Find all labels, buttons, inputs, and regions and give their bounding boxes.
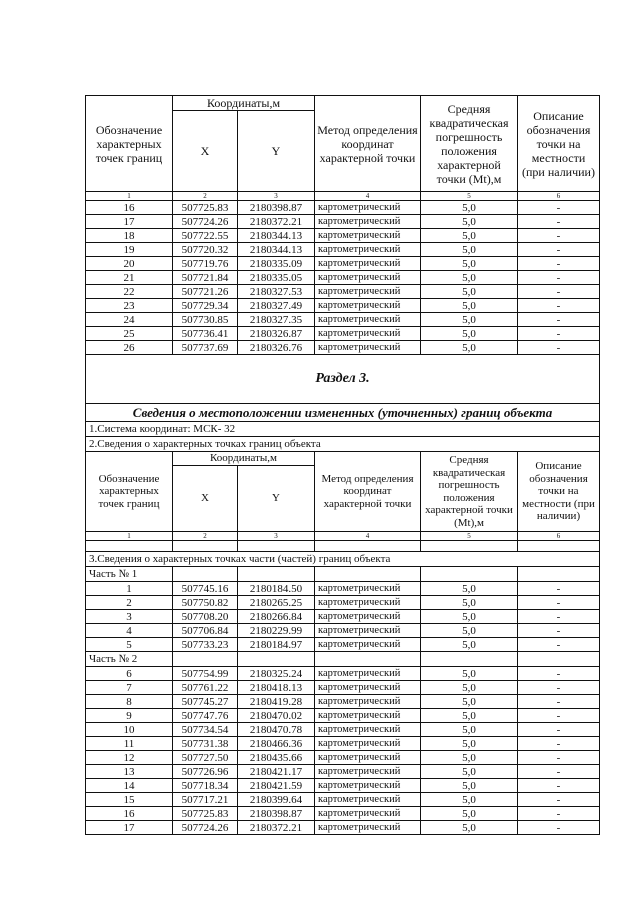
empty-cell [173,567,238,582]
empty-cell [315,652,421,667]
coord-x: 507745.27 [173,695,238,709]
error-cell: 5,0 [421,327,518,341]
coord-y: 2180421.17 [238,765,315,779]
description-cell: - [518,229,600,243]
coord-x: 507721.84 [173,271,238,285]
column-number: 4 [315,532,421,541]
method-cell: картометрический [315,681,421,695]
coord-y: 2180229.99 [238,624,315,638]
point-number: 16 [86,807,173,821]
coord-x: 507721.26 [173,285,238,299]
empty-cell [173,652,238,667]
coord-x: 507736.41 [173,327,238,341]
description-cell: - [518,821,600,835]
table-row [86,215,600,229]
method-cell: картометрический [315,313,421,327]
method-cell: картометрический [315,695,421,709]
point-number: 9 [86,709,173,723]
description-cell: - [518,751,600,765]
table-row [86,285,600,299]
empty-row [86,541,600,552]
method-cell: картометрический [315,285,421,299]
description-cell: - [518,667,600,681]
method-cell: картометрический [315,327,421,341]
coord-y: 2180335.05 [238,271,315,285]
method-cell: картометрический [315,779,421,793]
table-row [86,638,600,652]
header-error: Средняя квадратическая погрешность положения характерной точки (Mt),м [421,96,518,192]
coord-y: 2180398.87 [238,201,315,215]
point-number: 26 [86,341,173,355]
column-number: 3 [238,532,315,541]
table-row [86,624,600,638]
point-number: 19 [86,243,173,257]
coord-y: 2180419.28 [238,695,315,709]
point-number: 16 [86,201,173,215]
section-subtitle-row [86,404,600,422]
point-number: 6 [86,667,173,681]
column-numbers-row [86,192,600,201]
coord-x: 507730.85 [173,313,238,327]
table-row [86,299,600,313]
column-number: 2 [173,532,238,541]
second-header-row-top [86,452,600,466]
empty-cell [518,541,600,552]
info-row [86,437,600,452]
coord-y: 2180326.87 [238,327,315,341]
table-row [86,821,600,835]
table-row [86,271,600,285]
point-number: 5 [86,638,173,652]
boundary-points-table [85,95,600,835]
point-number: 7 [86,681,173,695]
description-cell: - [518,596,600,610]
table-row [86,667,600,681]
column-number: 6 [518,532,600,541]
table-row [86,257,600,271]
header-y: Y [238,111,315,192]
points-info-line: 2.Сведения о характерных точках границ объекта [86,437,600,452]
coord-x: 507747.76 [173,709,238,723]
table-row [86,243,600,257]
header-designation: Обозначение характерных точек границ [86,452,173,532]
coord-y: 2180418.13 [238,681,315,695]
column-number: 2 [173,192,238,201]
description-cell: - [518,765,600,779]
method-cell: картометрический [315,667,421,681]
coord-y: 2180421.59 [238,779,315,793]
error-cell: 5,0 [421,229,518,243]
header-method: Метод определения координат характерной точки [315,452,421,532]
coord-x: 507724.26 [173,215,238,229]
description-cell: - [518,201,600,215]
error-cell: 5,0 [421,793,518,807]
description-cell: - [518,695,600,709]
empty-cell [315,567,421,582]
description-cell: - [518,779,600,793]
coord-x: 507733.23 [173,638,238,652]
description-cell: - [518,285,600,299]
coord-x: 507717.21 [173,793,238,807]
method-cell: картометрический [315,821,421,835]
empty-cell [518,652,600,667]
header-designation: Обозначение характерных точек границ [86,96,173,192]
description-cell: - [518,723,600,737]
description-cell: - [518,737,600,751]
description-cell: - [518,313,600,327]
point-number: 14 [86,779,173,793]
info-row [86,552,600,567]
coord-x: 507731.38 [173,737,238,751]
point-number: 8 [86,695,173,709]
empty-cell [86,541,173,552]
header-coordinates: Координаты,м [173,452,315,466]
table-row [86,793,600,807]
description-cell: - [518,610,600,624]
point-number: 2 [86,596,173,610]
error-cell: 5,0 [421,751,518,765]
table-body [86,96,600,835]
error-cell: 5,0 [421,201,518,215]
point-number: 4 [86,624,173,638]
coord-x: 507734.54 [173,723,238,737]
method-cell: картометрический [315,751,421,765]
column-number: 3 [238,192,315,201]
section-title: Раздел 3. [86,355,600,404]
error-cell: 5,0 [421,667,518,681]
coord-y: 2180265.25 [238,596,315,610]
coord-x: 507754.99 [173,667,238,681]
description-cell: - [518,341,600,355]
error-cell: 5,0 [421,695,518,709]
coord-x: 507761.22 [173,681,238,695]
point-number: 3 [86,610,173,624]
method-cell: картометрический [315,807,421,821]
point-number: 22 [86,285,173,299]
column-number: 1 [86,192,173,201]
coord-y: 2180266.84 [238,610,315,624]
coord-y: 2180326.76 [238,341,315,355]
error-cell: 5,0 [421,341,518,355]
error-cell: 5,0 [421,299,518,313]
coord-x: 507726.96 [173,765,238,779]
point-number: 11 [86,737,173,751]
point-number: 17 [86,821,173,835]
method-cell: картометрический [315,596,421,610]
error-cell: 5,0 [421,243,518,257]
column-number: 5 [421,532,518,541]
part-label: Часть № 2 [86,652,173,667]
coord-x: 507708.20 [173,610,238,624]
coord-x: 507737.69 [173,341,238,355]
method-cell: картометрический [315,723,421,737]
empty-cell [315,541,421,552]
header-coordinates: Координаты,м [173,96,315,111]
column-number: 1 [86,532,173,541]
table-row [86,327,600,341]
column-number: 5 [421,192,518,201]
coord-y: 2180470.02 [238,709,315,723]
document-page [85,95,599,835]
error-cell: 5,0 [421,765,518,779]
method-cell: картометрический [315,257,421,271]
description-cell: - [518,243,600,257]
coord-x: 507727.50 [173,751,238,765]
table-row [86,723,600,737]
method-cell: картометрический [315,638,421,652]
error-cell: 5,0 [421,624,518,638]
table-row [86,596,600,610]
table-row [86,313,600,327]
method-cell: картометрический [315,299,421,313]
error-cell: 5,0 [421,638,518,652]
point-number: 15 [86,793,173,807]
header-description: Описание обозначения точки на местности (при наличии) [518,96,600,192]
coordinate-system-line: 1.Система координат: МСК- 32 [86,422,600,437]
section-subtitle: Сведения о местоположении измененных (уточненных) границ объекта [86,404,600,422]
part-label: Часть № 1 [86,567,173,582]
coord-y: 2180435.66 [238,751,315,765]
table-row [86,582,600,596]
method-cell: картометрический [315,215,421,229]
coord-x: 507750.82 [173,596,238,610]
table-row [86,229,600,243]
description-cell: - [518,582,600,596]
table-row [86,751,600,765]
method-cell: картометрический [315,709,421,723]
method-cell: картометрический [315,201,421,215]
description-cell: - [518,299,600,313]
header-x: X [173,466,238,532]
empty-cell [421,567,518,582]
method-cell: картометрический [315,243,421,257]
coord-y: 2180372.21 [238,821,315,835]
second-column-numbers-row [86,532,600,541]
coord-x: 507722.55 [173,229,238,243]
description-cell: - [518,624,600,638]
column-number: 4 [315,192,421,201]
coord-y: 2180327.49 [238,299,315,313]
method-cell: картометрический [315,341,421,355]
coord-x: 507718.34 [173,779,238,793]
coord-y: 2180344.13 [238,229,315,243]
error-cell: 5,0 [421,807,518,821]
point-number: 24 [86,313,173,327]
error-cell: 5,0 [421,257,518,271]
coord-y: 2180398.87 [238,807,315,821]
empty-cell [238,567,315,582]
point-number: 21 [86,271,173,285]
coord-y: 2180470.78 [238,723,315,737]
coord-y: 2180184.50 [238,582,315,596]
coord-y: 2180466.36 [238,737,315,751]
table-row [86,201,600,215]
point-number: 12 [86,751,173,765]
error-cell: 5,0 [421,681,518,695]
error-cell: 5,0 [421,285,518,299]
table-row [86,737,600,751]
section-title-row [86,355,600,404]
part-label-row [86,652,600,667]
point-number: 13 [86,765,173,779]
coord-y: 2180184.97 [238,638,315,652]
table-row [86,610,600,624]
column-number: 6 [518,192,600,201]
error-cell: 5,0 [421,821,518,835]
empty-cell [421,652,518,667]
method-cell: картометрический [315,610,421,624]
error-cell: 5,0 [421,582,518,596]
empty-cell [238,652,315,667]
method-cell: картометрический [315,271,421,285]
description-cell: - [518,257,600,271]
coord-x: 507725.83 [173,807,238,821]
header-x: X [173,111,238,192]
method-cell: картометрический [315,624,421,638]
table-row [86,765,600,779]
error-cell: 5,0 [421,737,518,751]
coord-x: 507729.34 [173,299,238,313]
coord-x: 507719.76 [173,257,238,271]
table-row [86,695,600,709]
error-cell: 5,0 [421,313,518,327]
method-cell: картометрический [315,582,421,596]
point-number: 17 [86,215,173,229]
error-cell: 5,0 [421,709,518,723]
empty-cell [518,567,600,582]
coord-y: 2180327.53 [238,285,315,299]
coord-y: 2180327.35 [238,313,315,327]
error-cell: 5,0 [421,596,518,610]
error-cell: 5,0 [421,723,518,737]
table-row [86,709,600,723]
info-row [86,422,600,437]
empty-cell [238,541,315,552]
empty-cell [421,541,518,552]
error-cell: 5,0 [421,610,518,624]
coord-x: 507706.84 [173,624,238,638]
description-cell: - [518,681,600,695]
header-description: Описание обозначения точки на местности (при наличии) [518,452,600,532]
part-label-row [86,567,600,582]
coord-x: 507720.32 [173,243,238,257]
coord-y: 2180325.24 [238,667,315,681]
empty-cell [173,541,238,552]
coord-y: 2180344.13 [238,243,315,257]
header-row-top [86,96,600,111]
point-number: 1 [86,582,173,596]
header-error: Средняя квадратическая погрешность положения характерной точки (Mt),м [421,452,518,532]
point-number: 23 [86,299,173,313]
point-number: 20 [86,257,173,271]
description-cell: - [518,793,600,807]
error-cell: 5,0 [421,215,518,229]
method-cell: картометрический [315,737,421,751]
table-row [86,681,600,695]
coord-y: 2180335.09 [238,257,315,271]
parts-info-line: 3.Сведения о характерных точках части (частей) границ объекта [86,552,600,567]
coord-x: 507725.83 [173,201,238,215]
header-y: Y [238,466,315,532]
coord-x: 507745.16 [173,582,238,596]
point-number: 25 [86,327,173,341]
description-cell: - [518,271,600,285]
error-cell: 5,0 [421,779,518,793]
method-cell: картометрический [315,793,421,807]
error-cell: 5,0 [421,271,518,285]
point-number: 18 [86,229,173,243]
description-cell: - [518,807,600,821]
point-number: 10 [86,723,173,737]
table-row [86,779,600,793]
method-cell: картометрический [315,229,421,243]
coord-y: 2180372.21 [238,215,315,229]
table-row [86,807,600,821]
coord-y: 2180399.64 [238,793,315,807]
description-cell: - [518,327,600,341]
header-method: Метод определения координат характерной точки [315,96,421,192]
table-row [86,341,600,355]
description-cell: - [518,638,600,652]
coord-x: 507724.26 [173,821,238,835]
description-cell: - [518,709,600,723]
description-cell: - [518,215,600,229]
method-cell: картометрический [315,765,421,779]
